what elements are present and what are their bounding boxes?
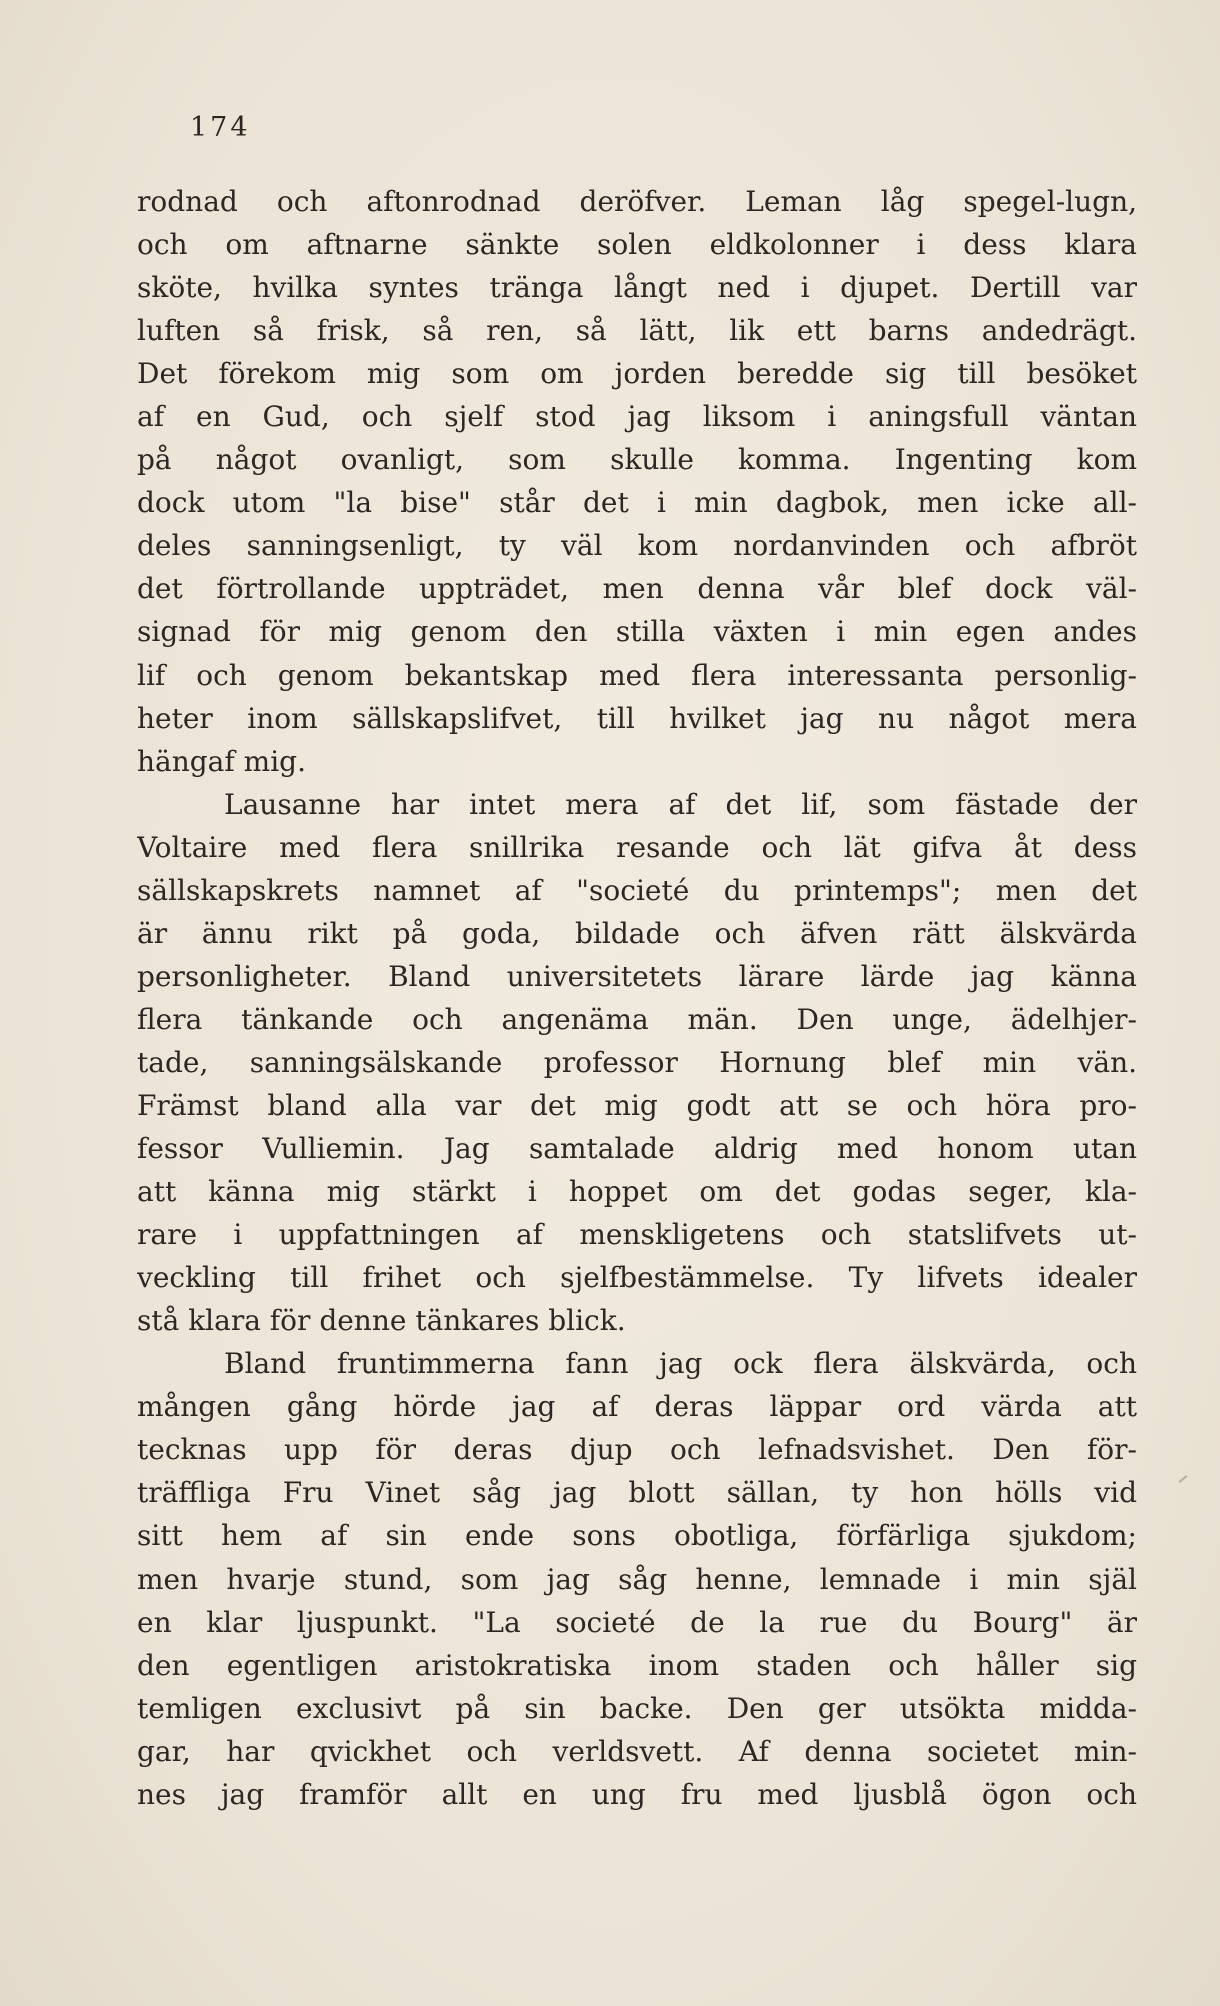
body-text	[137, 180, 1137, 1816]
text-line: flera tänkande och angenäma män. Den unge, ädelhjer-	[137, 1002, 1137, 1036]
text-line: träffliga Fru Vinet såg jag blott sällan, ty hon hölls vid	[137, 1476, 1137, 1510]
text-line: gar, har qvickhet och verldsvett. Af denna societet min-	[137, 1734, 1137, 1768]
text-line: personligheter. Bland universitetets lärare lärde jag känna	[137, 959, 1137, 993]
text-line: veckling till frihet och sjelfbestämmelse. Ty lifvets idealer	[137, 1261, 1137, 1295]
text-line: en klar ljuspunkt. "La societé de la rue du Bourg" är	[137, 1605, 1137, 1639]
text-line: tade, sanningsälskande professor Hornung blef min vän.	[137, 1045, 1137, 1079]
text-line: sitt hem af sin ende sons obotliga, förfärliga sjukdom;	[137, 1519, 1137, 1553]
text-line: sällskapskrets namnet af "societé du printemps"; men det	[137, 873, 1137, 907]
text-line: Det förekom mig som om jorden beredde sig till besöket	[137, 357, 1137, 391]
text-line: temligen exclusivt på sin backe. Den ger utsökta midda-	[137, 1691, 1137, 1725]
text-line: tecknas upp för deras djup och lefnadsvishet. Den för-	[137, 1433, 1137, 1467]
text-line: mången gång hörde jag af deras läppar ord värda att	[137, 1390, 1137, 1424]
text-line: Främst bland alla var det mig godt att se och höra pro-	[137, 1088, 1137, 1122]
paragraph-start-line: Bland fruntimmerna fann jag ock flera älskvärda, och	[224, 1347, 1137, 1381]
text-line: den egentligen aristokratiska inom staden och håller sig	[137, 1648, 1137, 1682]
text-line: är ännu rikt på goda, bildade och äfven rätt älskvärda	[137, 916, 1137, 950]
text-line: och om aftnarne sänkte solen eldkolonner i dess klara	[137, 228, 1137, 262]
paragraph-start-line: Lausanne har intet mera af det lif, som fästade der	[224, 787, 1137, 821]
text-line: rare i uppfattningen af menskligetens och statslifvets ut-	[137, 1218, 1137, 1252]
text-line: luften så frisk, så ren, så lätt, lik ett barns andedrägt.	[137, 314, 1137, 348]
text-line: men hvarje stund, som jag såg henne, lemnade i min själ	[137, 1562, 1137, 1596]
paragraph-end-line: hängaf mig.	[137, 744, 306, 778]
text-line: fessor Vulliemin. Jag samtalade aldrig med honom utan	[137, 1132, 1137, 1166]
text-line: Voltaire med flera snillrika resande och lät gifva åt dess	[137, 830, 1137, 864]
text-line: af en Gud, och sjelf stod jag liksom i aningsfull väntan	[137, 400, 1137, 434]
text-line: signad för mig genom den stilla växten i min egen andes	[137, 615, 1137, 649]
text-line: rodnad och aftonrodnad deröfver. Leman låg spegel-lugn,	[137, 185, 1137, 218]
text-line: nes jag framför allt en ung fru med ljusblå ögon och	[137, 1777, 1137, 1811]
page-number: 174	[190, 112, 251, 143]
paper-mark	[1179, 1475, 1188, 1483]
text-line: det förtrollande uppträdet, men denna vår blef dock väl-	[137, 572, 1137, 606]
text-line: deles sanningsenligt, ty väl kom nordanvinden och afbröt	[137, 529, 1137, 563]
text-line: sköte, hvilka syntes tränga långt ned i djupet. Dertill var	[137, 271, 1137, 305]
text-line: lif och genom bekantskap med flera interessanta personlig-	[137, 658, 1137, 692]
text-line: på något ovanligt, som skulle komma. Ingenting kom	[137, 443, 1137, 477]
paragraph-end-line: stå klara för denne tänkares blick.	[137, 1304, 626, 1338]
text-line: att känna mig stärkt i hoppet om det godas seger, kla-	[137, 1175, 1137, 1209]
text-line: heter inom sällskapslifvet, till hvilket jag nu något mera	[137, 701, 1137, 735]
text-line: dock utom "la bise" står det i min dagbok, men icke all-	[137, 486, 1137, 520]
